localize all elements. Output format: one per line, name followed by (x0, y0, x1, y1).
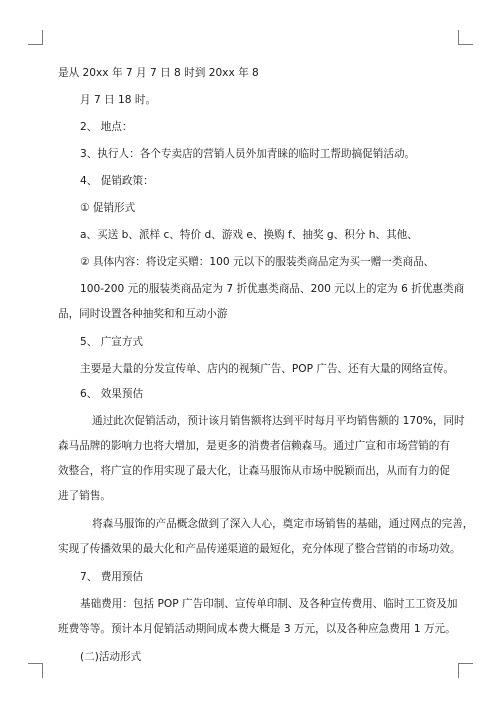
body-line: 森马品牌的影响力也将大增加，是更多的消费者信赖森马。通过广宣和市场营销的有 (58, 440, 450, 452)
body-line: 效整合，将广宣的作用实现了最大化，让森马服饰从市场中脱颖而出，从而有力的促 (58, 465, 450, 477)
body-line: 基础费用：包括 POP 广告印制、宣传单印制、及各种宣传费用、临时工工资及加 (80, 598, 458, 610)
body-line: 是从 20xx 年 7 月 7 日 8 时到 20xx 年 8 (58, 67, 259, 79)
crop-mark-top-right (458, 30, 473, 45)
body-line: ② 具体内容：将设定买赠：100 元以下的服装类商品定为买一赠一类商品、 (80, 256, 435, 268)
subsection-heading: ① 促销形式 (80, 202, 136, 214)
body-line: 品，同时设置各种抽奖和和互动小游 (58, 308, 228, 320)
section-heading: 6、 效果预估 (80, 388, 144, 400)
section-heading: 4、 促销政策： (80, 175, 154, 187)
section-heading: 2、 地点： (80, 121, 133, 133)
document-body (58, 66, 474, 665)
section-heading: 5、 广宣方式 (80, 336, 144, 348)
crop-mark-bottom-left (28, 663, 43, 678)
body-line: 100-200 元的服装类商品定为 7 折优惠类商品、200 元以上的定为 6 折优惠类商 (80, 283, 465, 295)
section-heading: 3、执行人：各个专卖店的营销人员外加青睐的临时工帮助搞促销活动。 (80, 148, 416, 160)
body-line: 将森马服饰的产品概念做到了深入人心，奠定市场销售的基础，通过网点的完善， (92, 518, 474, 530)
body-line: 班费等等。预计本月促销活动期间成本费大概是 3 万元，以及各种应急费用 1 万元。 (58, 623, 456, 635)
section-heading: 7、 费用预估 (80, 571, 144, 583)
crop-mark-top-left (28, 30, 43, 45)
section-heading: (二)活动形式 (80, 651, 142, 663)
body-line: 实现了传播效果的最大化和产品传递渠道的最短化，充分体现了整合营销的市场功效。 (58, 543, 461, 555)
body-line: 进了销售。 (58, 490, 111, 502)
body-line: a、买送 b、派样 c、特价 d、游戏 e、换购 f、抽奖 g、积分 h、其他、 (80, 229, 418, 241)
body-line: 主要是大量的分发宣传单、店内的视频广告、POP 广告、还有大量的网络宣传。 (80, 363, 455, 375)
body-line: 通过此次促销活动，预计该月销售额将达到平时每月平均销售额的 170%，同时 (92, 415, 465, 427)
crop-mark-bottom-right (458, 663, 473, 678)
body-line: 月 7 日 18 时。 (80, 94, 157, 106)
